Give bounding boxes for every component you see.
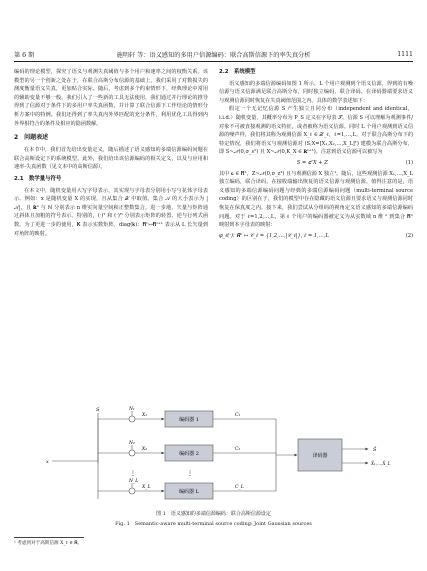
figure-caption-en: Fig. 1 Semantic-aware multi-terminal source coding: Joint Gaussian sources [115, 521, 312, 527]
left-paragraph-3: 在本文中，随机变量用大写字母表示，其实现与字母表分别用小写与花体字母表示。例如：x 是随机变量 X 的实现，且从集合 𝒳 中取值。集合 𝒜 的大小表示为 |𝒜|，且 𝐑ⁿ 与 ℕ 分别表示 n 维实向量空间和正整数集合。进一步地，矢量与矩阵通过斜体且加粗的符号表示。特别的，(·)ᵀ 和 (·)ᴴ 分别表示矩阵的转置、逆与行列式函数。为了更进一步的使用，𝐊 表示实数矩阵，diag(𝐤)：𝐑ᴸ↦𝐑ᴸˣᴸ 表示从 L 长矢量到对角阵的映射。 [14, 187, 208, 237]
code-L-label: C_L [235, 485, 244, 490]
figure-caption-cn: 图 1 语义感知的多端信源编码：联合高斯信源设定 [156, 511, 271, 517]
right-paragraph-1: 语义感知的多端信源编码如图 1 所示，L 个用户观测到个语义信源，得到的有噪信源与语义信源满足联合高斯分布，同时独立编码，联合译码。在译码器端要求语义与观测信源同时恢复在失真阈值范围之内。具体的数学表述如下： [219, 80, 413, 104]
output-s-label: Ŝ [373, 447, 377, 453]
encoder-1-label: 编码器 1 [179, 417, 199, 423]
adder-2-icon [129, 450, 135, 456]
decoder-label: 译码器 [312, 453, 328, 459]
header-rule [14, 61, 413, 62]
page-number: 1111 [397, 50, 413, 58]
left-paragraph-1: 编码的理论模型，探究了语义与观测失真阈值与多个用户和速率之间的权衡关系。该模型的另一个创新之处在于，在联合高斯分布信源的基础上，我们采用了对数损失的测度衡量语义失真，更加贴合实际。随后，考虑到多个约束情形下，经典理论中常用的辅助变量不够一般，我们引入了一些新的工具无法使用，我们通过并行理论的推导得到了信源对于条件下的多用户率失真函数，并计算了联合信源下工作结论的情形分析方案中的特例。我们还得到了率失真内外界匹配的充分条件，利用优化工具得到内外界相符合的条件及相应的隐函数解。 [14, 69, 208, 127]
equation-2 [219, 232, 413, 241]
source-label: S [96, 407, 100, 413]
right-column [219, 68, 413, 242]
issue-number: 第 6 期 [14, 51, 35, 59]
right-paragraph-3: 其中 𝐜 ∈ 𝐑ᴸ，Z~𝒩(0,σ_z²) 且与观测信源 X 独立¹。随后，这些观测信源 X₁,…,X_L 独立编码，联合译码，在接收端输出恢复的语义信源与观测信源。值得注意的是，语义感知的多端信源编码问题与经典的多端信源编码问题（multi-terminal source coding）的区别在于，我们的模型中存在隐藏的语义信源且要求语义与观测信源同时恢复在保真度之内。接下来，我们尝试从分组码的视角定义语义感知的多端信源编码问题。对于 ℓ=1,2,…,L，第 ℓ 个用户的编码器被定义为从实数域 n 维 ⁿ 到集合 𝐑ⁿ 映射到本字母表的映射： [219, 170, 413, 229]
output-x-label: X̂₁,…,X̂_L [371, 461, 391, 466]
obs-L-label: X_L [142, 485, 151, 490]
subsection-heading-2-1: 2.1 数学量与符号 [14, 175, 62, 182]
noise-2-label: N₂ [129, 441, 135, 446]
footnote-rule [14, 537, 84, 538]
section-heading-2: 2 问题表述 [14, 134, 49, 142]
equation-1 [219, 159, 413, 168]
encoder-2-label: 编码器 2 [179, 451, 199, 457]
adder-L-icon [129, 488, 135, 494]
left-column [14, 68, 208, 238]
left-paragraph-2: 在本节中，我们首先给出变量定义，随后描述了语义感知的多端信源编码问题在联合高斯设定下的系统模型。此外，我们给出该信源编码的相关定义，以及与应用和速率-失真函数（见文本中的高斯信源）。 [14, 147, 208, 171]
adder-1-icon [129, 416, 135, 422]
subsection-heading-2-2: 2.2 系统模型 [219, 69, 256, 75]
equation-2-number: (2) [405, 232, 413, 239]
ellipsis-dots: ⋮ [130, 470, 136, 477]
noise-L-label: N_L [129, 479, 139, 484]
system-model-figure [40, 405, 400, 505]
equation-2-body: φ_ℓ(·): 𝐑ⁿ ↦ 𝒞_ℓ = {1,2,…,|𝒞_ℓ|}, ℓ = 1,…,L [219, 232, 329, 239]
noise-1-label: N₁ [129, 407, 135, 412]
equation-1-number: (1) [405, 159, 413, 166]
running-title: 施明轩 等：语义感知的多用户信源编码：联合高斯信源下的率失真分析 [116, 51, 311, 59]
equation-1-body: S = 𝐜ᵀX + Z [296, 159, 328, 166]
x-input-label: x [46, 459, 49, 465]
footnote: ¹ 考虑到对于高斯信源 X_ℓ ∈ 𝐑。 [14, 541, 83, 546]
code-1-label: C₁ [235, 413, 241, 418]
code-2-label: C₂ [235, 447, 241, 452]
running-header [14, 48, 413, 60]
right-paragraph-2: 假定一个无记忆信源 S 产生独立且同分布（independent and identical，i.i.d.）随机变量，其概率分布为 P_S 定义在字母表 𝒮。信源 S 可以理解为观测事件/对象不可被直接观测的语义特征，或者被称为语义信源。同时 L 个用户观测到语义信源的噪声样，我们将其称为观测信源 X_ℓ ∈ 𝒳_ℓ，ℓ=1,…,L。对于联合高斯分布下的特定情况，我们将语义与观测信源对 (S,X=[X₁,X₂,…,X_L]ᵀ) 建模为联合高斯分布，即 S~𝒩(0,σ_s²) 且 X~𝒩(0,K_X ∈ 𝐑ᴸˣᴸ)。注意到语义信源可以被写为 [219, 106, 413, 156]
obs-1-label: X₁ [142, 413, 148, 418]
obs-2-label: X₂ [142, 447, 148, 452]
ellipsis-dots-2: ⋮ [187, 470, 193, 477]
encoder-L-label: 编码器 L [179, 489, 199, 495]
